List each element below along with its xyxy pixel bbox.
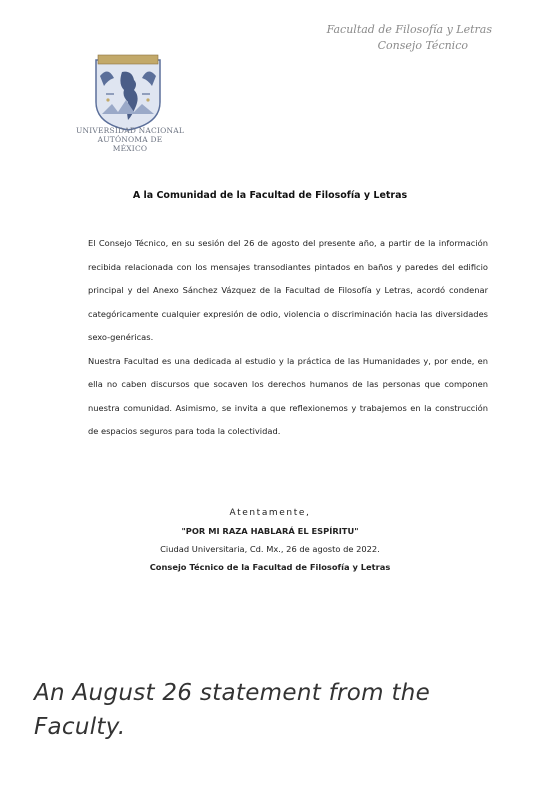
- letterhead: [292, 22, 492, 54]
- image-caption: An August 26 statement from the Faculty.: [34, 680, 431, 740]
- unam-seal-logo: [88, 50, 168, 132]
- letterhead-faculty: Facultad de Filosofía y Letras: [326, 23, 492, 36]
- closing-block: [0, 504, 540, 576]
- university-name-line: UNIVERSIDAD NACIONAL: [75, 126, 185, 135]
- closing-place-date: Ciudad Universitaria, Cd. Mx., 26 de agosto de 2022.: [160, 544, 380, 554]
- closing-motto: "POR MI RAZA HABLARÁ EL ESPÍRITU": [181, 526, 359, 536]
- unam-seal-graphic: [88, 50, 168, 132]
- closing-salutation: Atentamente,: [229, 508, 311, 518]
- document-title: A la Comunidad de la Facultad de Filosofía y Letras: [132, 190, 408, 201]
- university-name-line: AUTÓNOMA DE: [97, 135, 163, 144]
- body-paragraph-1: El Consejo Técnico, en su sesión del 26 de agosto del presente año, a partir de la información recibida relacionada con los mensajes transodiantes pintados en baños y paredes del edificio principal y del Anexo Sánchez Vázquez de la Facultad de Filosofía y Letras, acordó condenar categóricamente cualquier expresión de odio, violencia o discriminación hacia las diversidades sexo-genéricas.: [88, 238, 488, 342]
- university-name-line: MÉXICO: [112, 144, 148, 153]
- closing-signature: Consejo Técnico de la Facultad de Filosofía y Letras: [149, 562, 391, 572]
- university-name: [70, 126, 190, 153]
- letterhead-council: Consejo Técnico: [377, 39, 468, 52]
- body-paragraph-2: Nuestra Facultad es una dedicada al estudio y la práctica de las Humanidades y, por ende, en ella no caben discursos que socaven los derechos humanos de las personas que componen nuestra comunidad. Asimismo, se invita a que reflexionemos y trabajemos en la construcción de espacios seguros para toda la colectividad.: [88, 355, 488, 436]
- document-body: [88, 232, 488, 444]
